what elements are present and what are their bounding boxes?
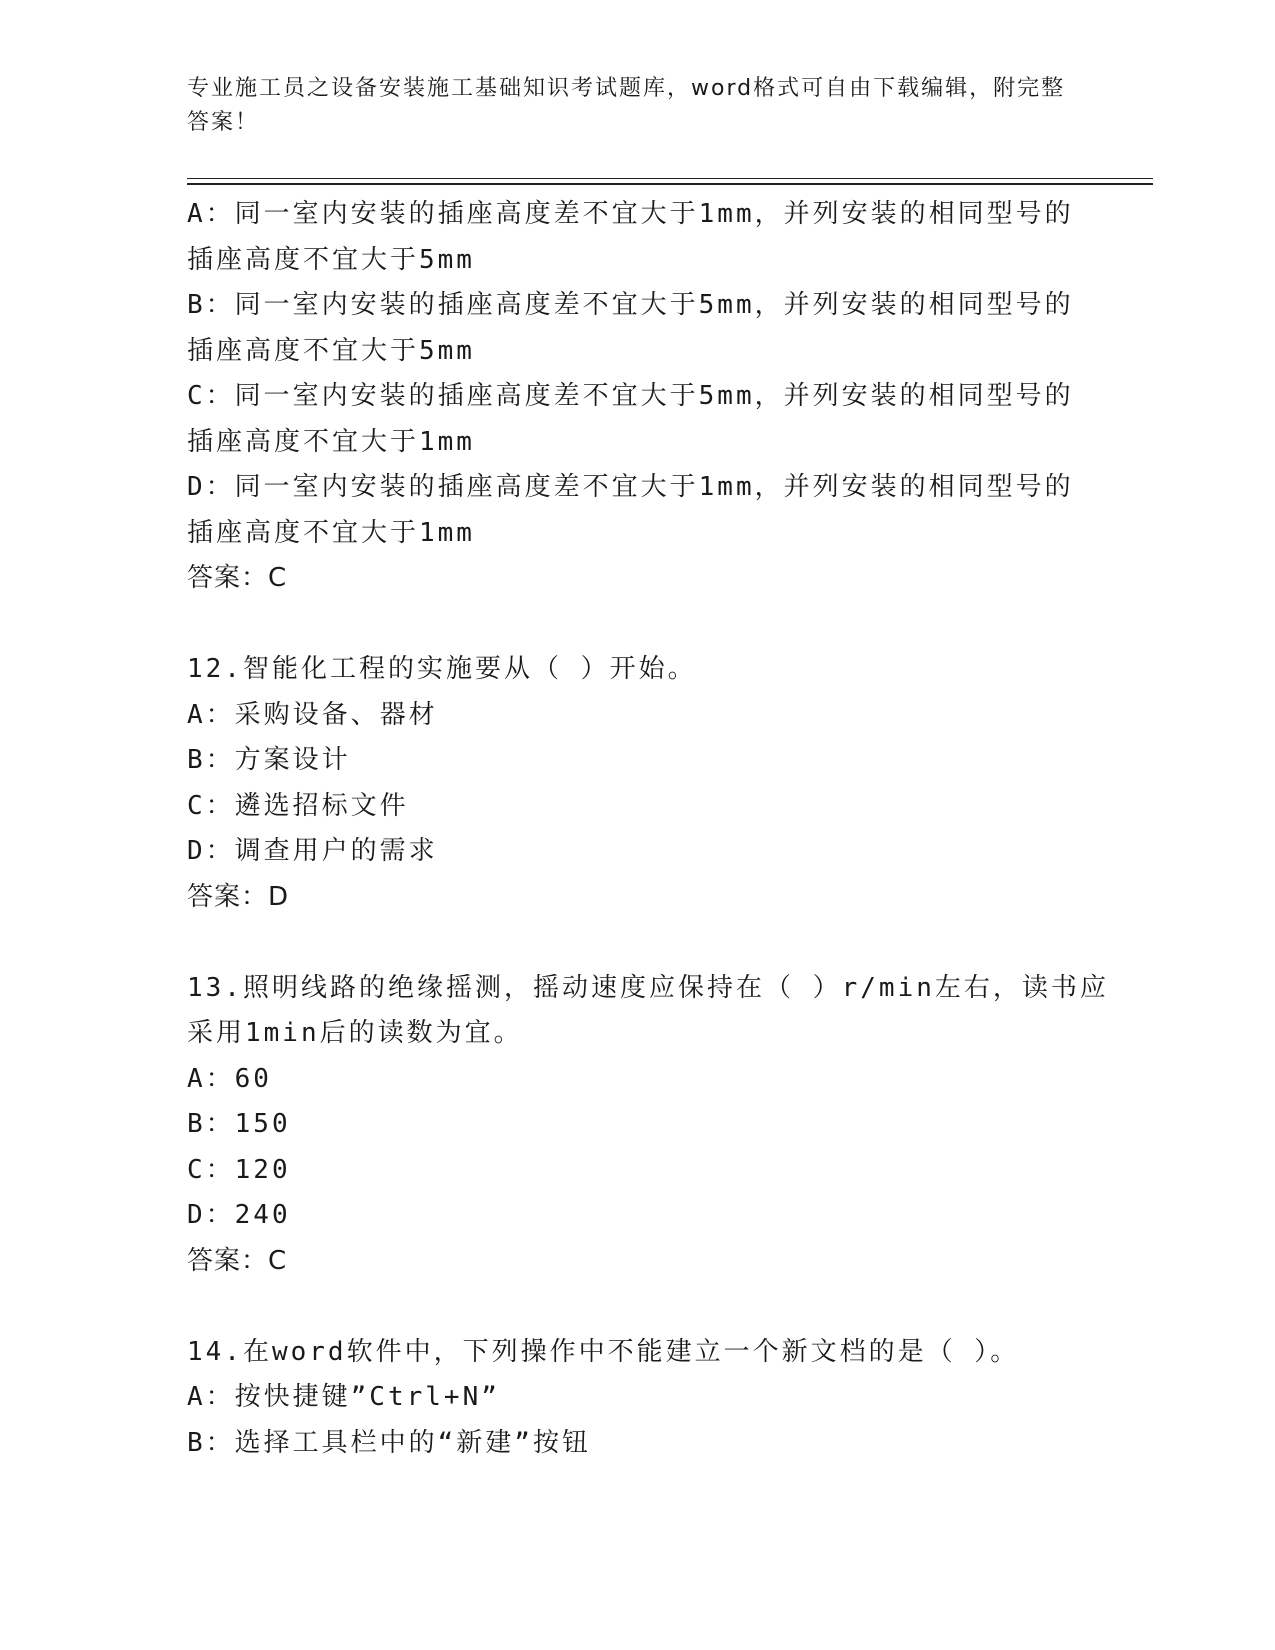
header-rule-thick — [187, 183, 1153, 185]
q11-answer: 答案：C — [187, 563, 288, 593]
q13-option-b: B：150 — [187, 1109, 291, 1139]
q12-option-c: C：遴选招标文件 — [187, 790, 409, 821]
q12-option-b: B：方案设计 — [187, 745, 351, 775]
q13-question-line2: 采用1min后的读数为宜。 — [187, 1018, 523, 1048]
question-content — [187, 192, 1109, 1466]
document-header: 专业施工员之设备安装施工基础知识考试题库，word格式可自由下载编辑，附完整答案！ — [187, 76, 1066, 135]
q11-option-b-line2: 插座高度不宜大于5mm — [187, 335, 475, 366]
spacer — [187, 1284, 1087, 1330]
spacer — [187, 920, 1087, 966]
q11-option-c-line1: C：同一室内安装的插座高度差不宜大于5mm，并列安装的相同型号的 — [187, 381, 1074, 411]
q13-option-a: A：60 — [187, 1063, 272, 1094]
q13-question-line1: 13.照明线路的绝缘摇测，摇动速度应保持在（ ）r/min左右，读书应 — [187, 972, 1109, 1003]
q11-option-a-line1: A：同一室内安装的插座高度差不宜大于1mm，并列安装的相同型号的 — [187, 199, 1074, 229]
q14-question: 14.在word软件中，下列操作中不能建立一个新文档的是（ ）。 — [187, 1336, 1020, 1367]
q12-answer: 答案：D — [187, 881, 290, 912]
q11-option-a-line2: 插座高度不宜大于5mm — [187, 244, 475, 275]
q13-option-c: C：120 — [187, 1154, 291, 1185]
q14-option-a: A：按快捷键”Ctrl+N” — [187, 1382, 500, 1412]
q11-option-c-line2: 插座高度不宜大于1mm — [187, 426, 475, 457]
q11-option-b-line1: B：同一室内安装的插座高度差不宜大于5mm，并列安装的相同型号的 — [187, 290, 1074, 320]
q13-option-d: D：240 — [187, 1200, 291, 1230]
q11-option-d-line2: 插座高度不宜大于1mm — [187, 517, 475, 548]
q13-answer: 答案：C — [187, 1245, 288, 1276]
q12-question: 12.智能化工程的实施要从（ ）开始。 — [187, 654, 697, 684]
q12-option-a: A：采购设备、器材 — [187, 699, 438, 730]
q12-option-d: D：调查用户的需求 — [187, 836, 438, 866]
header-rule-thin — [187, 178, 1153, 179]
q14-option-b: B：选择工具栏中的“新建”按钮 — [187, 1427, 591, 1458]
q11-option-d-line1: D：同一室内安装的插座高度差不宜大于1mm，并列安装的相同型号的 — [187, 472, 1074, 502]
spacer — [187, 602, 1087, 648]
